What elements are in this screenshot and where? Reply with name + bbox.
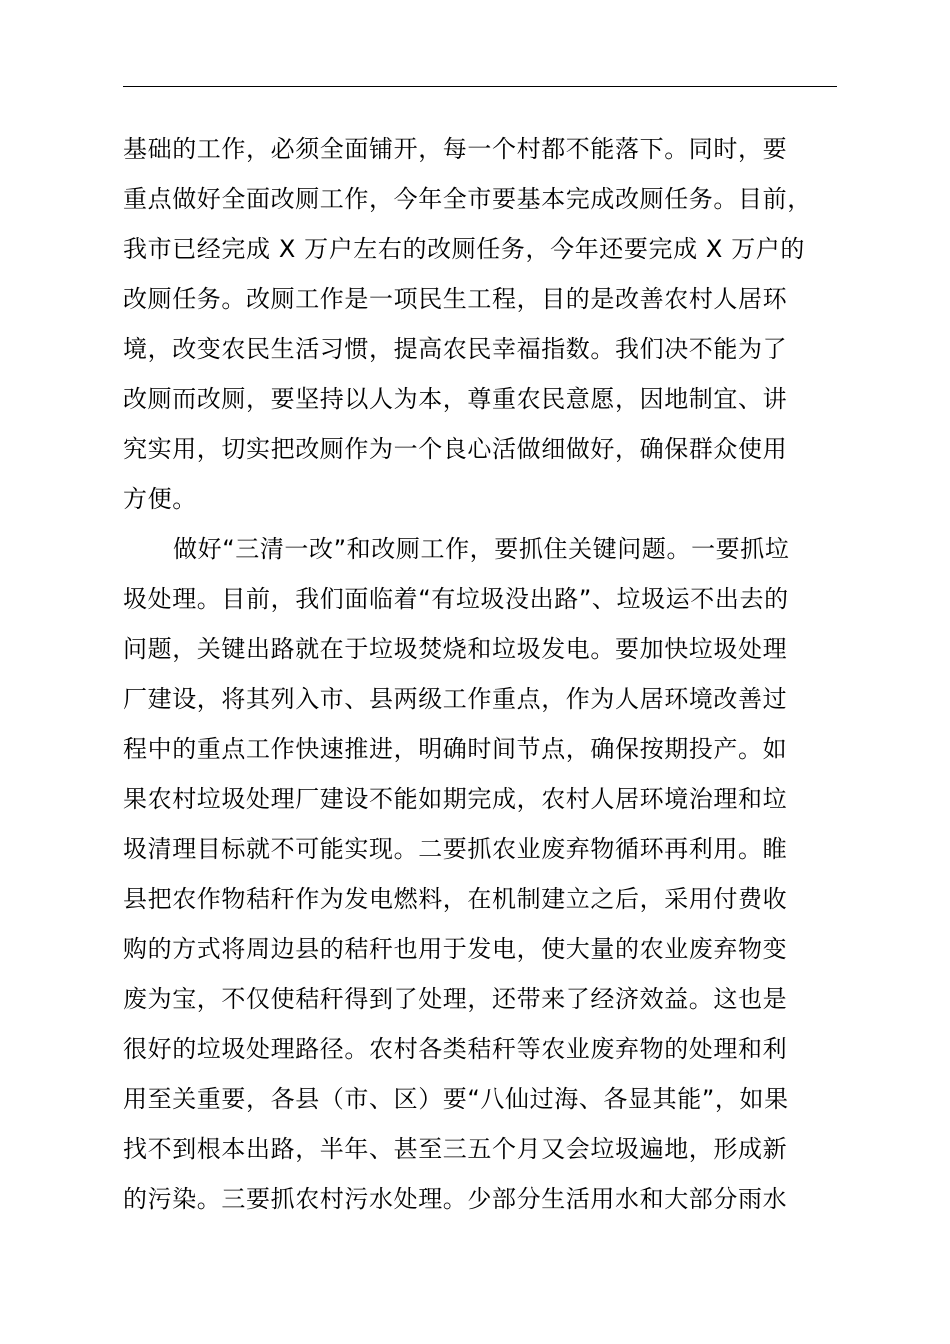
header-rule [123, 86, 837, 87]
text-line: 圾处理。目前，我们面临着“有垃圾没出路”、垃圾运不出去的 [123, 585, 789, 613]
text-line: 问题，关键出路就在于垃圾焚烧和垃圾发电。要加快垃圾处理 [123, 635, 788, 663]
text-line: 厂建设，将其列入市、县两级工作重点，作为人居环境改善过 [123, 685, 788, 713]
text-line: 方便。 [123, 485, 197, 513]
text-line: 改厕任务。改厕工作是一项民生工程，目的是改善农村人居环 [123, 285, 788, 313]
text-line: 究实用，切实把改厕作为一个良心活做细做好，确保群众使用 [123, 435, 788, 463]
text-line: 县把农作物秸秆作为发电燃料，在机制建立之后，采用付费收 [123, 885, 788, 913]
text-line: 境，改变农民生活习惯，提高农民幸福指数。我们决不能为了 [123, 335, 788, 363]
text-line: 程中的重点工作快速推进，明确时间节点，确保按期投产。如 [123, 735, 788, 763]
text-line: 找不到根本出路，半年、甚至三五个月又会垃圾遍地，形成新 [123, 1135, 788, 1163]
text-line: 购的方式将周边县的秸秆也用于发电，使大量的农业废弃物变 [123, 935, 788, 963]
text-line: 做好“三清一改”和改厕工作，要抓住关键问题。一要抓垃 [173, 535, 790, 563]
text-line: 圾清理目标就不可能实现。二要抓农业废弃物循环再利用。睢 [123, 835, 788, 863]
text-line: 基础的工作，必须全面铺开，每一个村都不能落下。同时，要 [123, 135, 788, 163]
text-line: 改厕而改厕，要坚持以人为本，尊重农民意愿，因地制宜、讲 [123, 385, 788, 413]
paragraph-2 [123, 524, 843, 1224]
text-line: 重点做好全面改厕工作，今年全市要基本完成改厕任务。目前， [123, 185, 812, 213]
text-line: 用至关重要，各县（市、区）要“八仙过海、各显其能”，如果 [123, 1085, 789, 1113]
text-line: 的污染。三要抓农村污水处理。少部分生活用水和大部分雨水 [123, 1185, 788, 1213]
text-line: 废为宝，不仅使秸秆得到了处理，还带来了经济效益。这也是 [123, 985, 788, 1013]
document-body [123, 124, 843, 1224]
text-line: 很好的垃圾处理路径。农村各类秸秆等农业废弃物的处理和利 [123, 1035, 788, 1063]
text-line: 我市已经完成 X 万户左右的改厕任务，今年还要完成 X 万户的 [123, 235, 805, 263]
paragraph-1 [123, 124, 843, 524]
text-line: 果农村垃圾处理厂建设不能如期完成，农村人居环境治理和垃 [123, 785, 788, 813]
